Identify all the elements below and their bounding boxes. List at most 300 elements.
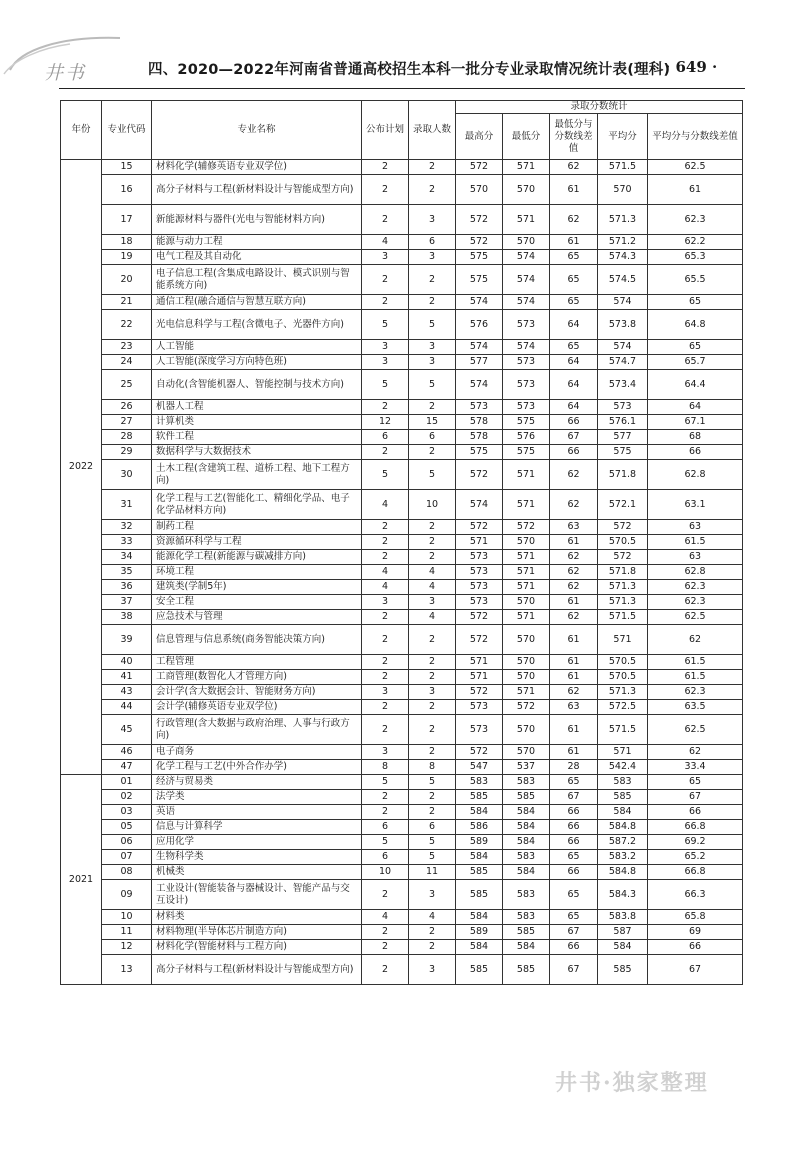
row-enroll: 15 <box>409 415 456 430</box>
row-min-diff: 62 <box>550 565 598 580</box>
row-plan: 2 <box>362 955 409 985</box>
table-row <box>61 940 743 955</box>
row-code: 17 <box>102 205 152 235</box>
row-min-diff: 65 <box>550 910 598 925</box>
row-plan: 8 <box>362 760 409 775</box>
table-row <box>61 340 743 355</box>
row-code: 24 <box>102 355 152 370</box>
row-code: 06 <box>102 835 152 850</box>
row-min-diff: 65 <box>550 850 598 865</box>
row-avg: 574.3 <box>598 250 648 265</box>
row-name: 自动化(含智能机器人、智能控制与技术方向) <box>152 370 362 400</box>
table-row <box>61 175 743 205</box>
row-avg: 574.7 <box>598 355 648 370</box>
row-min: 583 <box>503 850 550 865</box>
logo-swoosh-icon <box>0 30 150 76</box>
row-name: 应用化学 <box>152 835 362 850</box>
table-row <box>61 160 743 175</box>
row-min: 571 <box>503 490 550 520</box>
row-max: 573 <box>456 565 503 580</box>
row-min: 571 <box>503 160 550 175</box>
col-plan: 公布计划 <box>362 101 409 160</box>
row-name: 法学类 <box>152 790 362 805</box>
row-max: 573 <box>456 400 503 415</box>
row-code: 08 <box>102 865 152 880</box>
row-code: 11 <box>102 925 152 940</box>
row-plan: 2 <box>362 610 409 625</box>
row-name: 通信工程(融合通信与智慧互联方向) <box>152 295 362 310</box>
row-code: 35 <box>102 565 152 580</box>
row-plan: 2 <box>362 700 409 715</box>
row-plan: 3 <box>362 745 409 760</box>
row-code: 38 <box>102 610 152 625</box>
row-min: 573 <box>503 355 550 370</box>
row-enroll: 2 <box>409 745 456 760</box>
row-code: 26 <box>102 400 152 415</box>
row-plan: 2 <box>362 790 409 805</box>
row-avg-diff: 65 <box>648 775 743 790</box>
row-code: 37 <box>102 595 152 610</box>
row-avg-diff: 63.5 <box>648 700 743 715</box>
table-row <box>61 595 743 610</box>
row-enroll: 6 <box>409 820 456 835</box>
row-avg: 584 <box>598 940 648 955</box>
row-avg-diff: 63 <box>648 550 743 565</box>
row-code: 09 <box>102 880 152 910</box>
row-min: 576 <box>503 430 550 445</box>
row-code: 02 <box>102 790 152 805</box>
row-avg: 571.3 <box>598 595 648 610</box>
row-enroll: 2 <box>409 400 456 415</box>
row-name: 应急技术与管理 <box>152 610 362 625</box>
row-code: 36 <box>102 580 152 595</box>
row-avg-diff: 64.8 <box>648 310 743 340</box>
row-min: 570 <box>503 715 550 745</box>
row-max: 574 <box>456 370 503 400</box>
row-avg: 574 <box>598 340 648 355</box>
table-row <box>61 790 743 805</box>
row-max: 584 <box>456 850 503 865</box>
row-avg-diff: 65.2 <box>648 850 743 865</box>
table-row <box>61 655 743 670</box>
row-min-diff: 66 <box>550 445 598 460</box>
row-max: 572 <box>456 235 503 250</box>
row-min-diff: 67 <box>550 925 598 940</box>
row-avg: 571.3 <box>598 580 648 595</box>
table-body <box>61 160 743 985</box>
row-code: 18 <box>102 235 152 250</box>
row-avg: 576.1 <box>598 415 648 430</box>
row-name: 工商管理(数智化人才管理方向) <box>152 670 362 685</box>
row-name: 生物科学类 <box>152 850 362 865</box>
row-name: 环境工程 <box>152 565 362 580</box>
row-code: 41 <box>102 670 152 685</box>
row-name: 光电信息科学与工程(含微电子、光器件方向) <box>152 310 362 340</box>
row-name: 土木工程(含建筑工程、道桥工程、地下工程方向) <box>152 460 362 490</box>
row-plan: 2 <box>362 400 409 415</box>
row-enroll: 2 <box>409 670 456 685</box>
row-max: 586 <box>456 820 503 835</box>
row-enroll: 4 <box>409 565 456 580</box>
row-plan: 4 <box>362 910 409 925</box>
row-avg: 584.3 <box>598 880 648 910</box>
row-min: 574 <box>503 340 550 355</box>
row-enroll: 5 <box>409 460 456 490</box>
row-min: 583 <box>503 910 550 925</box>
row-min-diff: 62 <box>550 490 598 520</box>
table-row <box>61 760 743 775</box>
row-code: 45 <box>102 715 152 745</box>
row-avg-diff: 61.5 <box>648 535 743 550</box>
row-name: 材料化学(智能材料与工程方向) <box>152 940 362 955</box>
row-code: 39 <box>102 625 152 655</box>
row-min-diff: 61 <box>550 235 598 250</box>
row-avg: 572.5 <box>598 700 648 715</box>
row-name: 工程管理 <box>152 655 362 670</box>
row-plan: 3 <box>362 355 409 370</box>
row-min: 584 <box>503 805 550 820</box>
row-plan: 5 <box>362 460 409 490</box>
header-rule <box>59 88 745 89</box>
row-enroll: 3 <box>409 955 456 985</box>
row-max: 572 <box>456 685 503 700</box>
row-code: 12 <box>102 940 152 955</box>
table-row <box>61 310 743 340</box>
row-code: 32 <box>102 520 152 535</box>
row-code: 10 <box>102 910 152 925</box>
row-avg-diff: 66.8 <box>648 865 743 880</box>
row-name: 电子信息工程(含集成电路设计、模式识别与智能系统方向) <box>152 265 362 295</box>
row-min-diff: 64 <box>550 310 598 340</box>
row-plan: 2 <box>362 535 409 550</box>
watermark: 井书·独家整理 <box>555 1070 709 1096</box>
row-min: 571 <box>503 610 550 625</box>
row-name: 材料类 <box>152 910 362 925</box>
table-row <box>61 355 743 370</box>
table-row <box>61 805 743 820</box>
row-min: 575 <box>503 415 550 430</box>
row-max: 570 <box>456 175 503 205</box>
row-min: 584 <box>503 940 550 955</box>
row-max: 573 <box>456 595 503 610</box>
row-min: 583 <box>503 775 550 790</box>
row-code: 20 <box>102 265 152 295</box>
row-plan: 3 <box>362 595 409 610</box>
row-name: 计算机类 <box>152 415 362 430</box>
row-min-diff: 62 <box>550 205 598 235</box>
row-avg: 585 <box>598 790 648 805</box>
row-plan: 2 <box>362 625 409 655</box>
row-code: 16 <box>102 175 152 205</box>
row-avg-diff: 66.3 <box>648 880 743 910</box>
row-min: 584 <box>503 865 550 880</box>
row-avg: 570.5 <box>598 535 648 550</box>
row-max: 583 <box>456 775 503 790</box>
row-plan: 5 <box>362 775 409 790</box>
row-plan: 4 <box>362 580 409 595</box>
row-plan: 2 <box>362 520 409 535</box>
col-stats-group: 录取分数统计 <box>456 101 743 114</box>
row-name: 会计学(含大数据会计、智能财务方向) <box>152 685 362 700</box>
row-code: 47 <box>102 760 152 775</box>
row-code: 03 <box>102 805 152 820</box>
row-enroll: 3 <box>409 340 456 355</box>
row-avg-diff: 62.8 <box>648 565 743 580</box>
row-avg: 570 <box>598 175 648 205</box>
row-max: 584 <box>456 910 503 925</box>
row-avg: 570.5 <box>598 655 648 670</box>
row-avg-diff: 62 <box>648 745 743 760</box>
row-plan: 2 <box>362 925 409 940</box>
row-enroll: 4 <box>409 610 456 625</box>
row-name: 电气工程及其自动化 <box>152 250 362 265</box>
row-avg-diff: 65.5 <box>648 265 743 295</box>
row-avg-diff: 62.2 <box>648 235 743 250</box>
row-name: 软件工程 <box>152 430 362 445</box>
row-avg: 573.4 <box>598 370 648 400</box>
row-min: 570 <box>503 670 550 685</box>
row-avg-diff: 67 <box>648 790 743 805</box>
row-max: 572 <box>456 625 503 655</box>
row-enroll: 11 <box>409 865 456 880</box>
row-enroll: 2 <box>409 160 456 175</box>
row-enroll: 3 <box>409 595 456 610</box>
table-header <box>61 101 743 160</box>
table-row <box>61 415 743 430</box>
row-avg-diff: 66 <box>648 805 743 820</box>
row-min-diff: 28 <box>550 760 598 775</box>
row-avg-diff: 62.3 <box>648 580 743 595</box>
col-name: 专业名称 <box>152 101 362 160</box>
row-name: 新能源材料与器件(光电与智能材料方向) <box>152 205 362 235</box>
row-min-diff: 61 <box>550 745 598 760</box>
row-min-diff: 63 <box>550 700 598 715</box>
row-max: 572 <box>456 610 503 625</box>
row-avg-diff: 68 <box>648 430 743 445</box>
row-avg-diff: 62.3 <box>648 205 743 235</box>
row-avg-diff: 67 <box>648 955 743 985</box>
row-plan: 2 <box>362 160 409 175</box>
table-row <box>61 520 743 535</box>
row-name: 高分子材料与工程(新材料设计与智能成型方向) <box>152 955 362 985</box>
row-plan: 3 <box>362 340 409 355</box>
table-row <box>61 565 743 580</box>
row-enroll: 2 <box>409 175 456 205</box>
row-name: 数据科学与大数据技术 <box>152 445 362 460</box>
row-avg: 571 <box>598 745 648 760</box>
row-avg: 574.5 <box>598 265 648 295</box>
row-enroll: 2 <box>409 550 456 565</box>
row-plan: 6 <box>362 820 409 835</box>
row-code: 05 <box>102 820 152 835</box>
row-min: 571 <box>503 565 550 580</box>
row-enroll: 2 <box>409 790 456 805</box>
row-code: 22 <box>102 310 152 340</box>
row-avg-diff: 61.5 <box>648 670 743 685</box>
row-enroll: 2 <box>409 715 456 745</box>
table-row <box>61 850 743 865</box>
row-code: 01 <box>102 775 152 790</box>
year-cell: 2021 <box>61 775 102 985</box>
row-enroll: 2 <box>409 295 456 310</box>
page-title: 四、2020—2022年河南省普通高校招生本科一批分专业录取情况统计表(理科) <box>148 62 671 78</box>
row-name: 机器人工程 <box>152 400 362 415</box>
row-avg-diff: 63 <box>648 520 743 535</box>
table-row <box>61 715 743 745</box>
table-row <box>61 250 743 265</box>
row-avg: 570.5 <box>598 670 648 685</box>
row-min-diff: 61 <box>550 670 598 685</box>
row-code: 44 <box>102 700 152 715</box>
admission-table-container <box>60 100 742 985</box>
row-plan: 2 <box>362 940 409 955</box>
row-min-diff: 61 <box>550 625 598 655</box>
row-plan: 5 <box>362 370 409 400</box>
row-enroll: 5 <box>409 310 456 340</box>
row-enroll: 3 <box>409 250 456 265</box>
row-avg: 573.8 <box>598 310 648 340</box>
row-min-diff: 65 <box>550 880 598 910</box>
row-avg: 571 <box>598 625 648 655</box>
row-avg: 571.8 <box>598 460 648 490</box>
row-enroll: 3 <box>409 685 456 700</box>
table-row <box>61 835 743 850</box>
row-code: 46 <box>102 745 152 760</box>
row-code: 21 <box>102 295 152 310</box>
row-enroll: 2 <box>409 535 456 550</box>
row-min: 572 <box>503 520 550 535</box>
row-avg-diff: 66 <box>648 445 743 460</box>
row-plan: 2 <box>362 175 409 205</box>
row-avg-diff: 69.2 <box>648 835 743 850</box>
row-max: 585 <box>456 790 503 805</box>
row-avg-diff: 69 <box>648 925 743 940</box>
row-enroll: 2 <box>409 625 456 655</box>
row-max: 572 <box>456 745 503 760</box>
row-avg: 572 <box>598 550 648 565</box>
row-avg-diff: 61 <box>648 175 743 205</box>
row-avg-diff: 65 <box>648 295 743 310</box>
row-min-diff: 61 <box>550 535 598 550</box>
row-avg-diff: 64.4 <box>648 370 743 400</box>
table-row <box>61 430 743 445</box>
row-max: 584 <box>456 940 503 955</box>
row-plan: 2 <box>362 715 409 745</box>
publisher-logo: 井书 <box>44 62 87 84</box>
table-row <box>61 205 743 235</box>
row-min-diff: 61 <box>550 595 598 610</box>
row-code: 28 <box>102 430 152 445</box>
row-max: 572 <box>456 205 503 235</box>
row-code: 07 <box>102 850 152 865</box>
row-avg: 542.4 <box>598 760 648 775</box>
row-max: 589 <box>456 835 503 850</box>
row-enroll: 5 <box>409 370 456 400</box>
row-min-diff: 62 <box>550 610 598 625</box>
row-max: 571 <box>456 655 503 670</box>
row-avg-diff: 65.8 <box>648 910 743 925</box>
row-min-diff: 65 <box>550 295 598 310</box>
row-max: 575 <box>456 250 503 265</box>
row-name: 机械类 <box>152 865 362 880</box>
row-max: 585 <box>456 955 503 985</box>
row-max: 573 <box>456 550 503 565</box>
row-name: 电子商务 <box>152 745 362 760</box>
row-avg: 587 <box>598 925 648 940</box>
row-avg: 584.8 <box>598 820 648 835</box>
row-enroll: 10 <box>409 490 456 520</box>
row-avg-diff: 62 <box>648 625 743 655</box>
table-row <box>61 910 743 925</box>
row-name: 安全工程 <box>152 595 362 610</box>
row-name: 能源化学工程(新能源与碳减排方向) <box>152 550 362 565</box>
row-min-diff: 62 <box>550 460 598 490</box>
row-min-diff: 62 <box>550 550 598 565</box>
row-min: 585 <box>503 955 550 985</box>
row-min-diff: 62 <box>550 685 598 700</box>
row-avg-diff: 61.5 <box>648 655 743 670</box>
row-enroll: 4 <box>409 910 456 925</box>
row-avg-diff: 65.7 <box>648 355 743 370</box>
row-min-diff: 64 <box>550 400 598 415</box>
row-min: 571 <box>503 580 550 595</box>
col-avg: 平均分 <box>598 114 648 160</box>
row-name: 人工智能 <box>152 340 362 355</box>
row-name: 建筑类(学制5年) <box>152 580 362 595</box>
row-min: 572 <box>503 700 550 715</box>
row-plan: 2 <box>362 670 409 685</box>
row-name: 材料物理(半导体芯片制造方向) <box>152 925 362 940</box>
row-code: 30 <box>102 460 152 490</box>
row-min-diff: 62 <box>550 160 598 175</box>
row-name: 行政管理(含大数据与政府治理、人事与行政方向) <box>152 715 362 745</box>
row-avg: 587.2 <box>598 835 648 850</box>
row-max: 547 <box>456 760 503 775</box>
row-code: 19 <box>102 250 152 265</box>
row-min-diff: 66 <box>550 820 598 835</box>
table-row <box>61 820 743 835</box>
row-avg-diff: 65 <box>648 340 743 355</box>
table-row <box>61 670 743 685</box>
row-min-diff: 63 <box>550 520 598 535</box>
row-min: 584 <box>503 820 550 835</box>
row-avg-diff: 62.5 <box>648 715 743 745</box>
row-name: 化学工程与工艺(智能化工、精细化学品、电子化学品材料方向) <box>152 490 362 520</box>
table-row <box>61 580 743 595</box>
row-min-diff: 67 <box>550 430 598 445</box>
row-name: 制药工程 <box>152 520 362 535</box>
row-enroll: 5 <box>409 835 456 850</box>
row-enroll: 5 <box>409 850 456 865</box>
row-min-diff: 66 <box>550 940 598 955</box>
row-enroll: 3 <box>409 355 456 370</box>
row-min: 570 <box>503 655 550 670</box>
row-plan: 10 <box>362 865 409 880</box>
row-name: 英语 <box>152 805 362 820</box>
row-plan: 2 <box>362 445 409 460</box>
row-min: 570 <box>503 535 550 550</box>
row-avg-diff: 62.5 <box>648 160 743 175</box>
row-plan: 6 <box>362 430 409 445</box>
row-min: 570 <box>503 595 550 610</box>
row-enroll: 3 <box>409 205 456 235</box>
row-min-diff: 62 <box>550 580 598 595</box>
row-enroll: 2 <box>409 520 456 535</box>
table-row <box>61 775 743 790</box>
row-min-diff: 66 <box>550 415 598 430</box>
row-min: 584 <box>503 835 550 850</box>
row-avg-diff: 66 <box>648 940 743 955</box>
